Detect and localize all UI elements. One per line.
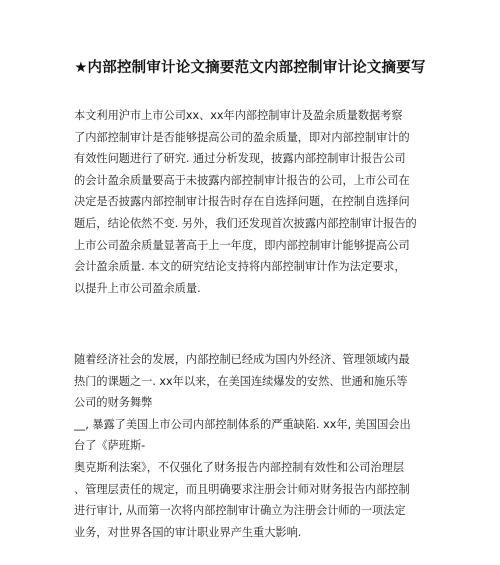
text-line: 了内部控制审计是否能够提高公司的盈余质量，即对内部控制审计的 [74, 130, 410, 144]
text-line: 以提升上市公司盈余质量. [74, 281, 201, 295]
text-line: 奥克斯利法案》，不仅强化了财务报告内部控制有效性和公司治理层 [74, 460, 405, 474]
text-line: 随着经济社会的发展，内部控制已经成为国内外经济、管理领域内最 [74, 353, 410, 366]
text-line: 业务，对世界各国的审计职业界产生重大影响. [74, 525, 302, 539]
text-line: __, 暴露了美国上市公司内部控制体系的严重缺陷. xx年, 美国国会出 [74, 417, 411, 431]
abstract-paragraph [74, 105, 436, 299]
text-line: 上市公司盈余质量显著高于上一年度，即内部控制审计能够提高公司 [74, 238, 410, 252]
text-line: 本文利用沪市上市公司xx、xx年内部控制审计及盈余质量数据考察 [74, 109, 403, 122]
text-line: 题后，结论依然不变. 另外，我们还发现首次披露内部控制审计报告的 [74, 216, 417, 230]
text-line: 决定是否披露内部控制审计报告时存在自选择问题，在控制自选择问 [74, 195, 410, 209]
text-line: 台了《萨班斯- [74, 439, 146, 453]
document-title: ★内部控制审计论文摘要范文内部控制审计论文摘要写 [74, 60, 426, 76]
text-line: 公司的财务舞弊 [74, 396, 153, 410]
text-line: 热门的课题之一. xx年以来，在美国连续爆发的安然、世通和施乐等 [74, 374, 408, 388]
text-line: 有效性问题进行了研究. 通过分析发现，披露内部控制审计报告公司 [74, 152, 406, 166]
text-line: 会计盈余质量. 本文的研究结论支持将内部控制审计作为法定要求， [74, 260, 406, 274]
intro-paragraph [74, 349, 436, 543]
text-line: 、管理层责任的规定，而且明确要求注册会计师对财务报告内部控制 [74, 482, 410, 496]
text-line: 进行审计, 从而第一次将内部控制审计确立为注册会计师的一项法定 [74, 504, 406, 518]
text-line: 的会计盈余质量要高于未披露内部控制审计报告的公司，上市公司在 [74, 173, 410, 187]
